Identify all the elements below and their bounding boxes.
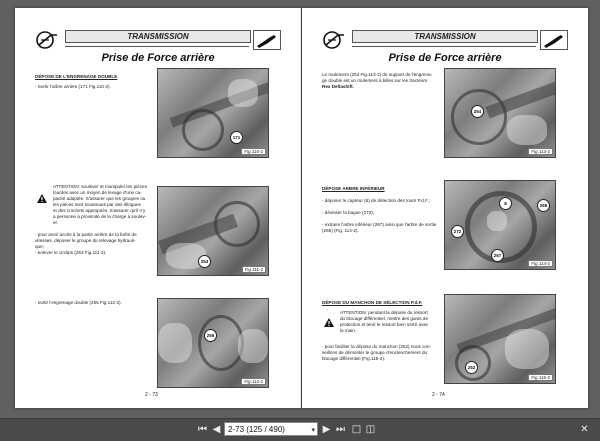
page-title: Prise de Force arrière <box>101 52 215 64</box>
last-page-icon[interactable]: ⏭ <box>336 424 345 435</box>
section-header-label: TRANSMISSION <box>352 30 538 43</box>
figure-113-2 <box>444 68 556 158</box>
figure-label: Fig.112-2 <box>241 378 266 385</box>
warning-text: ATTENTION: soulever et manipuler les pièces lourdes avec un moyen de levage d'une ca- pacité adaptée. S'assurer que les groupes ou les pièces sont soutenues par des élingues et des crochets appropriés. S'assurer qu'il n'y a personne à proximité de la charge à soulev- er. <box>53 184 147 225</box>
section-heading: DÉPOSE DE L'ENGRENAGE DOUBLE <box>35 74 118 79</box>
page-number: 2 - 74 <box>432 392 445 398</box>
close-icon[interactable]: ✕ <box>580 424 589 435</box>
page-number: 2 - 73 <box>145 392 158 398</box>
callout: 267 <box>491 249 504 262</box>
page-right <box>302 8 588 408</box>
figure-114-2 <box>444 180 556 270</box>
two-page-view-icon[interactable]: ◫ <box>365 424 376 435</box>
callout: 272 <box>451 225 464 238</box>
figure-112-2 <box>157 298 269 388</box>
callout: 254 <box>471 105 484 118</box>
chevron-down-icon[interactable]: ▾ <box>311 426 315 434</box>
warning-icon <box>37 194 47 203</box>
callout: 171 <box>230 131 243 144</box>
page-number-field[interactable]: 2-73 (125 / 490) ▾ <box>224 422 318 436</box>
callout: 253 <box>198 255 211 268</box>
figure-label: Fig.115-2 <box>528 374 553 381</box>
tool-icon <box>540 30 568 50</box>
single-page-view-icon[interactable]: □ <box>351 424 362 435</box>
callout: 252 <box>465 361 478 374</box>
header-rule <box>352 46 536 47</box>
first-page-icon[interactable]: ⏮ <box>198 424 207 435</box>
page-title: Prise de Force arrière <box>388 52 502 64</box>
callout: 255 <box>204 329 217 342</box>
section-text: Le roulement (254 Fig.113-2) de support de l'engrena- ge double est un roulement à billes sur les tracteurs Rex Deltashift. <box>322 72 433 89</box>
header-rule <box>65 46 249 47</box>
figure-110-2 <box>157 68 269 158</box>
section-text: - pour faciliter la dépose du manchon (252) nous con- seillons de démonter le groupe d'enclenchement du blocage différentiel (Fig.115-2). <box>322 344 432 361</box>
figure-label: Fig.110-2 <box>241 148 266 155</box>
warning-icon <box>324 318 334 327</box>
prev-page-icon[interactable]: ◀ <box>212 424 221 435</box>
callout: 8 <box>499 197 512 210</box>
section-header-label: TRANSMISSION <box>65 30 251 43</box>
figure-115-2 <box>444 294 556 384</box>
warning-text: ATTENTION: pendant la dépose du ressort du blocage différentiel, mettre des gants de protection et tenir le ressort bien serré avec la main. <box>340 310 429 333</box>
section-text: - déposer le capteur (8) de détection des tours P.d.F.; - dévisser la bague (272); - extraire l'arbre inférieur (267) ainsi que l'arbre de sortie (265) (Fig. 114-2). <box>322 198 437 233</box>
figure-111-2 <box>157 186 269 276</box>
section-heading: DÉPOSE DU MANCHON DE SÉLECTION P.d.F. <box>322 300 423 305</box>
section-heading: DÉPOSE ARBRE INFÉRIEUR <box>322 186 385 191</box>
brand-logo-icon <box>35 30 61 50</box>
figure-label: Fig.113-2 <box>528 148 553 155</box>
page-left <box>15 8 301 408</box>
section-text: - pour avoir accès à la partie arrière de la boîte de vitesses, déposer le groupe du relevage hydrauli- que; - enlever le circlips (253 Fig.111-2). <box>35 232 137 255</box>
figure-label: Fig.111-2 <box>242 266 266 273</box>
callout: 265 <box>537 199 550 212</box>
tool-icon <box>253 30 281 50</box>
navigation-toolbar <box>0 418 600 441</box>
figure-label: Fig.114-2 <box>528 260 553 267</box>
section-text: - sortir l'engrenage double (255 Fig.112-2). <box>35 300 122 305</box>
brand-logo-icon <box>322 30 348 50</box>
section-text: - Sortir l'arbre arrière (171 Fig.110-2). <box>35 84 111 89</box>
next-page-icon[interactable]: ▶ <box>322 424 331 435</box>
